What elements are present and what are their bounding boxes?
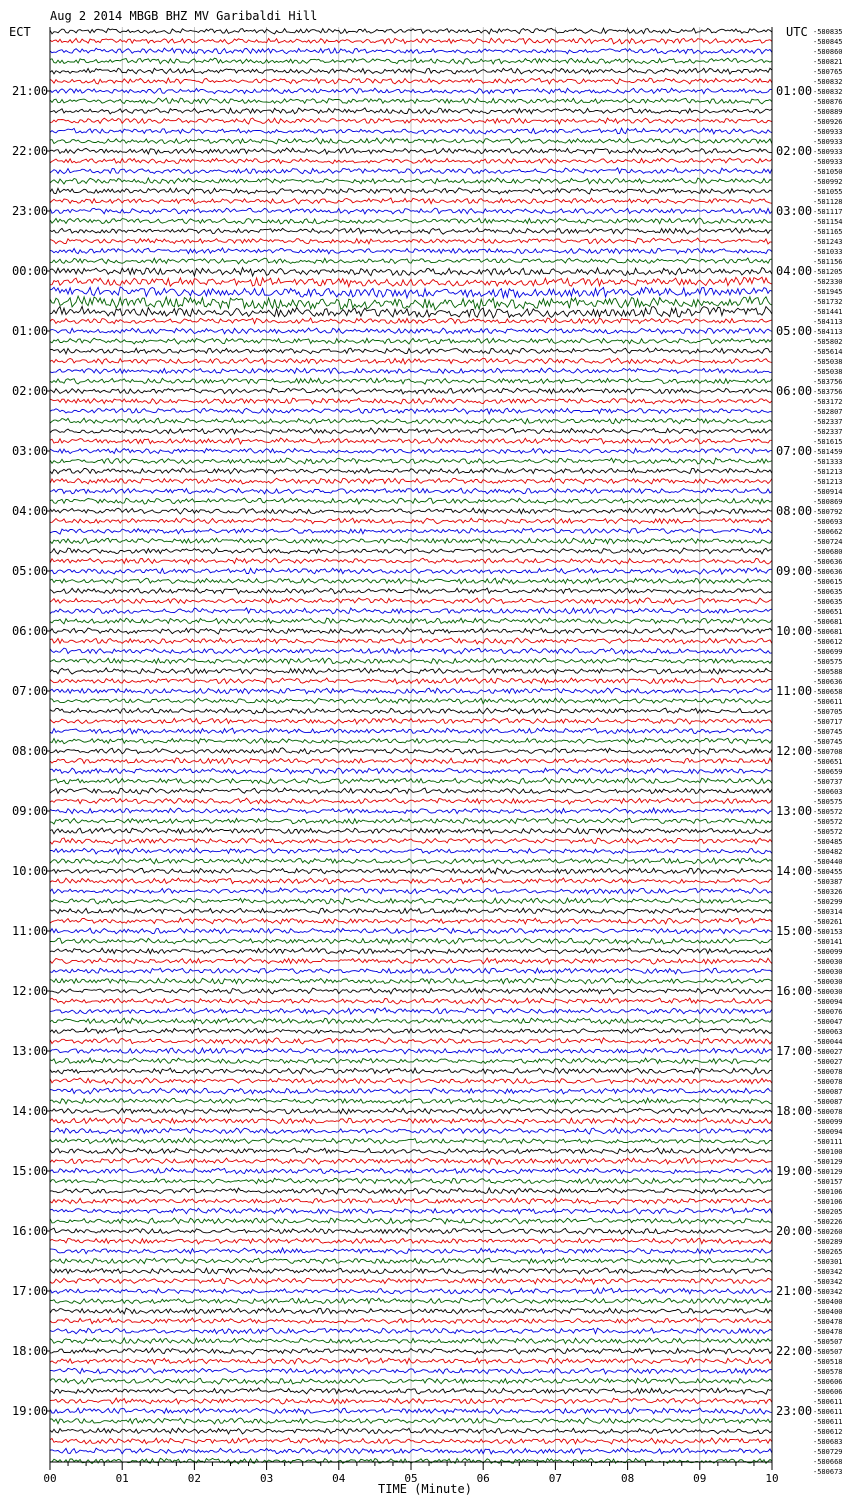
right-hour-label: 07:00 [776, 444, 813, 458]
row-value-label: -580681 [813, 618, 843, 626]
row-value-label: -580260 [813, 1228, 843, 1236]
row-value-label: -580106 [813, 1188, 843, 1196]
row-value-label: -582337 [813, 418, 843, 426]
x-tick-label: 05 [404, 1472, 418, 1485]
row-value-label: -581165 [813, 228, 843, 236]
row-value-label: -580705 [813, 708, 843, 716]
row-value-label: -580832 [813, 88, 843, 96]
row-value-label: -580835 [813, 28, 843, 36]
row-value-label: -580636 [813, 678, 843, 686]
left-hour-label: 08:00 [12, 744, 49, 758]
x-tick-label: 02 [187, 1472, 202, 1485]
row-value-label: -581945 [813, 288, 843, 296]
row-value-label: -580683 [813, 1438, 843, 1446]
x-tick-label: 06 [476, 1472, 490, 1485]
left-hour-label: 07:00 [12, 684, 49, 698]
row-value-label: -580636 [813, 568, 843, 576]
row-value-label: -580301 [813, 1258, 843, 1266]
row-value-label: -580314 [813, 908, 843, 916]
row-value-label: -580745 [813, 728, 843, 736]
row-value-label: -580575 [813, 798, 843, 806]
row-value-label: -580478 [813, 1328, 843, 1336]
row-value-label: -580659 [813, 768, 843, 776]
row-value-label: -580635 [813, 598, 843, 606]
row-value-label: -580845 [813, 38, 843, 46]
x-tick-label: 03 [259, 1472, 274, 1485]
left-hour-label: 00:00 [12, 264, 49, 278]
x-tick-label: 09 [693, 1472, 707, 1485]
row-value-label: -580106 [813, 1198, 843, 1206]
left-hour-label: 02:00 [12, 384, 49, 398]
row-value-label: -580387 [813, 878, 843, 886]
row-value-label: -580724 [813, 538, 843, 546]
row-value-label: -581128 [813, 198, 843, 206]
row-value-label: -580518 [813, 1358, 843, 1366]
left-hour-label: 16:00 [12, 1224, 49, 1238]
right-hour-label: 02:00 [776, 144, 813, 158]
row-value-label: -580047 [813, 1018, 843, 1026]
row-value-label: -580027 [813, 1048, 843, 1056]
right-hour-label: 17:00 [776, 1044, 813, 1058]
row-value-label: -580342 [813, 1268, 843, 1276]
row-value-label: -580606 [813, 1378, 843, 1386]
row-value-label: -585802 [813, 338, 843, 346]
right-hour-label: 15:00 [776, 924, 813, 938]
row-value-label: -581615 [813, 438, 843, 446]
left-timezone-label: ECT [9, 25, 31, 39]
row-value-label: -580099 [813, 948, 843, 956]
row-value-label: -580205 [813, 1208, 843, 1216]
row-value-label: -580792 [813, 508, 843, 516]
row-value-label: -580078 [813, 1078, 843, 1086]
left-hour-label: 01:00 [12, 324, 49, 338]
row-value-label: -580737 [813, 778, 843, 786]
row-value-label: -580299 [813, 898, 843, 906]
row-value-label: -580612 [813, 638, 843, 646]
row-value-label: -581732 [813, 298, 843, 306]
left-hour-label: 05:00 [12, 564, 49, 578]
row-value-label: -580933 [813, 128, 843, 136]
row-value-label: -580588 [813, 668, 843, 676]
row-value-label: -581033 [813, 248, 843, 256]
row-value-label: -580611 [813, 1398, 843, 1406]
left-hour-label: 17:00 [12, 1284, 49, 1298]
right-hour-label: 19:00 [776, 1164, 813, 1178]
row-value-label: -580717 [813, 718, 843, 726]
row-value-label: -580876 [813, 98, 843, 106]
row-value-label: -581117 [813, 208, 843, 216]
row-value-label: -581333 [813, 458, 843, 466]
x-tick-label: 00 [43, 1472, 57, 1485]
row-value-label: -581205 [813, 268, 843, 276]
left-hour-label: 14:00 [12, 1104, 49, 1118]
row-value-label: -580030 [813, 988, 843, 996]
row-value-label: -583756 [813, 378, 843, 386]
row-value-label: -580030 [813, 978, 843, 986]
row-value-label: -580440 [813, 858, 843, 866]
right-hour-label: 05:00 [776, 324, 813, 338]
row-value-label: -583756 [813, 388, 843, 396]
row-value-label: -580651 [813, 758, 843, 766]
row-value-label: -580153 [813, 928, 843, 936]
right-hour-label: 14:00 [776, 864, 813, 878]
row-value-label: -580889 [813, 108, 843, 116]
row-value-label: -581459 [813, 448, 843, 456]
row-value-label: -580611 [813, 698, 843, 706]
row-value-label: -580603 [813, 788, 843, 796]
row-value-label: -580869 [813, 498, 843, 506]
left-hour-label: 13:00 [12, 1044, 49, 1058]
row-value-label: -580094 [813, 998, 843, 1006]
row-value-label: -580681 [813, 628, 843, 636]
row-value-label: -580708 [813, 748, 843, 756]
row-value-label: -585038 [813, 358, 843, 366]
right-hour-label: 06:00 [776, 384, 813, 398]
row-value-label: -580572 [813, 808, 843, 816]
row-value-label: -580765 [813, 68, 843, 76]
row-value-label: -580636 [813, 558, 843, 566]
row-value-label: -580261 [813, 918, 843, 926]
row-value-label: -580611 [813, 1418, 843, 1426]
row-value-label: -580087 [813, 1098, 843, 1106]
row-value-label: -580606 [813, 1388, 843, 1396]
right-timezone-label: UTC [786, 25, 808, 39]
row-value-label: -580507 [813, 1338, 843, 1346]
x-tick-label: 08 [620, 1472, 635, 1485]
x-tick-label: 10 [765, 1472, 779, 1485]
row-value-label: -581213 [813, 478, 843, 486]
row-value-label: -583172 [813, 398, 843, 406]
row-value-label: -580860 [813, 48, 843, 56]
row-value-label: -580832 [813, 78, 843, 86]
row-value-label: -580400 [813, 1308, 843, 1316]
row-value-label: -580111 [813, 1138, 843, 1146]
row-value-label: -580612 [813, 1428, 843, 1436]
row-value-label: -580635 [813, 588, 843, 596]
row-value-label: -580693 [813, 518, 843, 526]
row-value-label: -582807 [813, 408, 843, 416]
row-value-label: -580578 [813, 1368, 843, 1376]
left-hour-label: 18:00 [12, 1344, 49, 1358]
row-value-label: -580926 [813, 118, 843, 126]
row-value-label: -580933 [813, 158, 843, 166]
row-value-label: -580342 [813, 1278, 843, 1286]
row-value-label: -580342 [813, 1288, 843, 1296]
right-hour-label: 23:00 [776, 1404, 813, 1418]
left-hour-label: 10:00 [12, 864, 49, 878]
row-value-label: -581154 [813, 218, 843, 226]
row-value-label: -581213 [813, 468, 843, 476]
x-tick-label: 04 [332, 1472, 346, 1485]
row-value-label: -580265 [813, 1248, 843, 1256]
row-value-label: -580078 [813, 1108, 843, 1116]
left-hour-label: 06:00 [12, 624, 49, 638]
chart-title: Aug 2 2014 MBGB BHZ MV Garibaldi Hill [50, 9, 318, 23]
right-hour-label: 11:00 [776, 684, 813, 698]
row-value-label: -580400 [813, 1298, 843, 1306]
row-value-label: -580129 [813, 1168, 843, 1176]
row-value-label: -580030 [813, 958, 843, 966]
row-value-label: -580157 [813, 1178, 843, 1186]
right-hour-label: 03:00 [776, 204, 813, 218]
right-hour-label: 09:00 [776, 564, 813, 578]
row-value-label: -580099 [813, 1118, 843, 1126]
row-value-label: -580699 [813, 648, 843, 656]
row-value-label: -580914 [813, 488, 843, 496]
right-hour-label: 12:00 [776, 744, 813, 758]
row-value-label: -580129 [813, 1158, 843, 1166]
row-value-label: -580651 [813, 608, 843, 616]
row-value-label: -581050 [813, 168, 843, 176]
row-value-label: -580044 [813, 1038, 843, 1046]
row-value-label: -580933 [813, 148, 843, 156]
right-hour-label: 20:00 [776, 1224, 813, 1238]
row-value-label: -580482 [813, 848, 843, 856]
row-value-label: -580078 [813, 1068, 843, 1076]
row-value-label: -580094 [813, 1128, 843, 1136]
row-value-label: -584113 [813, 318, 843, 326]
row-value-label: -584113 [813, 328, 843, 336]
row-value-label: -580821 [813, 58, 843, 66]
row-value-label: -582330 [813, 278, 843, 286]
right-hour-label: 16:00 [776, 984, 813, 998]
row-value-label: -581441 [813, 308, 843, 316]
row-value-label: -580289 [813, 1238, 843, 1246]
row-value-label: -580326 [813, 888, 843, 896]
left-hour-label: 21:00 [12, 84, 49, 98]
row-value-label: -580729 [813, 1448, 843, 1456]
row-value-label: -580478 [813, 1318, 843, 1326]
row-value-label: -580745 [813, 738, 843, 746]
right-hour-label: 18:00 [776, 1104, 813, 1118]
row-value-label: -580611 [813, 1408, 843, 1416]
left-hour-label: 04:00 [12, 504, 49, 518]
row-value-label: -581156 [813, 258, 843, 266]
left-hour-label: 12:00 [12, 984, 49, 998]
row-value-label: -580668 [813, 1458, 843, 1466]
left-hour-label: 22:00 [12, 144, 49, 158]
left-hour-label: 03:00 [12, 444, 49, 458]
row-value-label: -582337 [813, 428, 843, 436]
right-hour-label: 21:00 [776, 1284, 813, 1298]
row-value-label: -580658 [813, 688, 843, 696]
x-tick-label: 01 [115, 1472, 129, 1485]
row-value-label: -580933 [813, 138, 843, 146]
row-value-label: -580575 [813, 658, 843, 666]
right-hour-label: 22:00 [776, 1344, 813, 1358]
left-hour-label: 11:00 [12, 924, 49, 938]
row-value-label: -580572 [813, 828, 843, 836]
row-value-label: -580100 [813, 1148, 843, 1156]
row-value-label: -585614 [813, 348, 843, 356]
row-value-label: -581055 [813, 188, 843, 196]
left-hour-label: 09:00 [12, 804, 49, 818]
row-value-label: -580030 [813, 968, 843, 976]
row-value-label: -580226 [813, 1218, 843, 1226]
right-hour-label: 04:00 [776, 264, 813, 278]
row-value-label: -585038 [813, 368, 843, 376]
row-value-label: -580455 [813, 868, 843, 876]
right-hour-label: 08:00 [776, 504, 813, 518]
row-value-label: -581243 [813, 238, 843, 246]
row-value-label: -580063 [813, 1028, 843, 1036]
right-hour-label: 13:00 [776, 804, 813, 818]
row-value-label: -580087 [813, 1088, 843, 1096]
row-value-label: -580076 [813, 1008, 843, 1016]
row-value-label: -580507 [813, 1348, 843, 1356]
x-tick-label: 07 [548, 1472, 563, 1485]
row-value-label: -580662 [813, 528, 843, 536]
row-value-label: -580680 [813, 548, 843, 556]
row-value-label: -580673 [813, 1468, 843, 1476]
row-value-label: -580615 [813, 578, 843, 586]
left-hour-label: 23:00 [12, 204, 49, 218]
right-hour-label: 10:00 [776, 624, 813, 638]
row-value-label: -580027 [813, 1058, 843, 1066]
row-value-label: -580141 [813, 938, 843, 946]
left-hour-label: 15:00 [12, 1164, 49, 1178]
left-hour-label: 19:00 [12, 1404, 49, 1418]
row-value-label: -580992 [813, 178, 843, 186]
x-axis-title: TIME (Minute) [378, 1482, 472, 1496]
right-hour-label: 01:00 [776, 84, 813, 98]
row-value-label: -580572 [813, 818, 843, 826]
row-value-label: -580485 [813, 838, 843, 846]
